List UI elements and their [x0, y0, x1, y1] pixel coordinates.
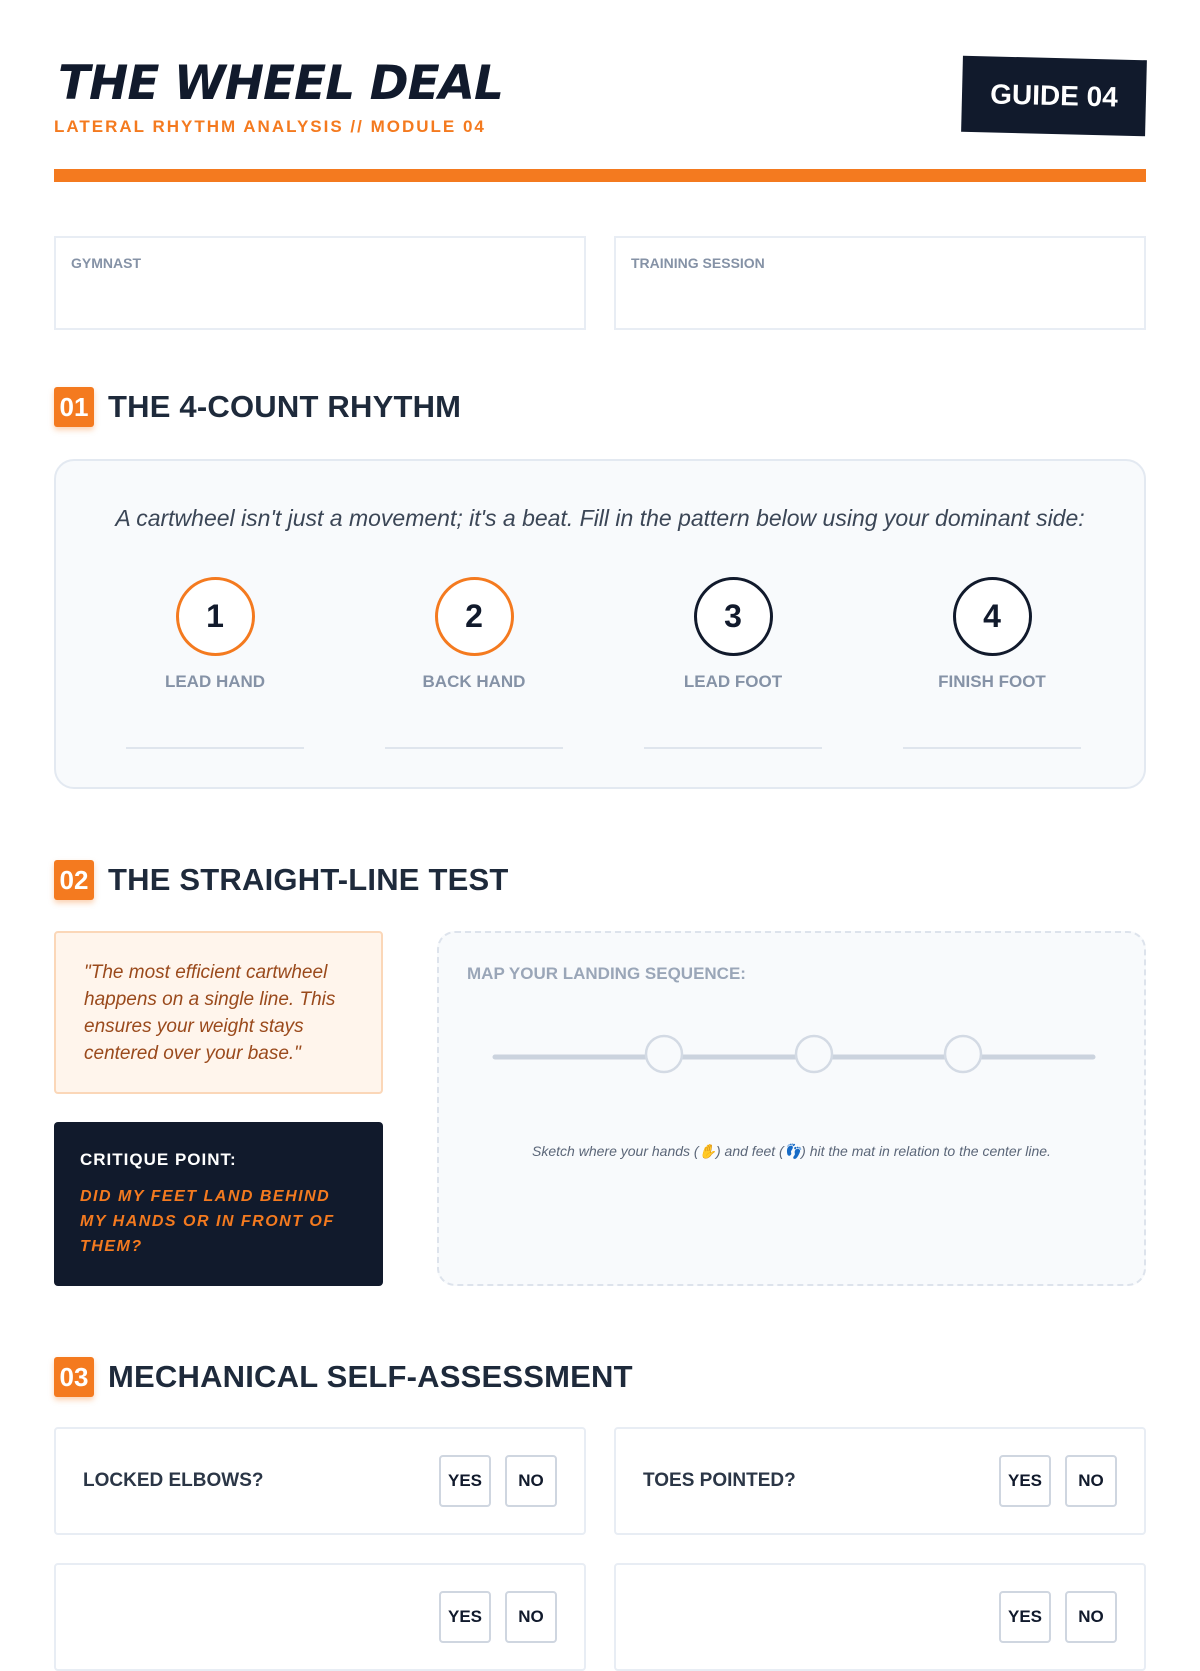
count-4-label: FINISH FOOT	[938, 672, 1046, 691]
count-1-circle: 1	[176, 577, 255, 656]
yes-option[interactable]: YES	[999, 1591, 1051, 1643]
yes-no-options	[439, 1591, 557, 1643]
training-session-field[interactable]	[614, 236, 1146, 330]
critique-box	[54, 1122, 383, 1286]
no-option[interactable]: NO	[505, 1455, 557, 1507]
training-session-label: TRAINING SESSION	[631, 255, 765, 271]
count-2	[384, 577, 564, 749]
count-3-label: LEAD FOOT	[683, 672, 783, 691]
critique-question: DID MY FEET LAND BEHIND MY HANDS OR IN FRONT OF THEM?	[80, 1188, 335, 1255]
count-4	[902, 577, 1082, 749]
page-title: THE WHEEL DEAL	[58, 56, 504, 111]
page-subtitle: LATERAL RHYTHM ANALYSIS // MODULE 04	[54, 117, 486, 136]
section-3-number: 03	[54, 1357, 94, 1397]
count-4-write-line[interactable]	[903, 747, 1081, 749]
landing-marker-2[interactable]	[796, 1036, 832, 1072]
section-2-number: 02	[54, 860, 94, 900]
info-row	[54, 236, 1146, 330]
assessment-card-4	[614, 1563, 1146, 1671]
assessment-question: TOES POINTED?	[643, 1470, 796, 1491]
count-2-circle: 2	[435, 577, 514, 656]
header-divider	[54, 169, 1146, 182]
count-2-label: BACK HAND	[422, 672, 526, 691]
assessment-card-toes-pointed	[614, 1427, 1146, 1535]
assessment-card-3	[54, 1563, 586, 1671]
section-1-header	[54, 387, 461, 427]
assessment-question: LOCKED ELBOWS?	[83, 1470, 264, 1491]
critique-label: CRITIQUE POINT:	[80, 1150, 237, 1169]
no-option[interactable]: NO	[1065, 1455, 1117, 1507]
gymnast-label: GYMNAST	[71, 255, 141, 271]
yes-no-options	[439, 1455, 557, 1507]
count-4-circle: 4	[953, 577, 1032, 656]
landing-map-instructions: Sketch where your hands (✋) and feet (👣) hit the mat in relation to the center line.	[532, 1143, 1051, 1159]
rhythm-intro: A cartwheel isn't just a movement; it's a beat. Fill in the pattern below using your dominant side:	[115, 505, 1085, 531]
yes-option[interactable]: YES	[999, 1455, 1051, 1507]
count-1	[125, 577, 305, 749]
landing-map-area[interactable]	[437, 931, 1146, 1286]
landing-map-label: MAP YOUR LANDING SEQUENCE:	[467, 964, 746, 983]
yes-no-options	[999, 1591, 1117, 1643]
count-1-label: LEAD HAND	[164, 672, 266, 691]
assessment-card-locked-elbows	[54, 1427, 586, 1535]
section-2-title: THE STRAIGHT-LINE TEST	[108, 862, 509, 897]
count-1-write-line[interactable]	[126, 747, 304, 749]
section-1-number: 01	[54, 387, 94, 427]
section-3-title: MECHANICAL SELF-ASSESSMENT	[108, 1359, 633, 1394]
section-3-header	[54, 1357, 633, 1397]
count-3-circle: 3	[694, 577, 773, 656]
assessment-grid	[54, 1427, 1146, 1671]
count-3	[643, 577, 823, 749]
center-line-diagram	[439, 933, 1148, 1288]
no-option[interactable]: NO	[505, 1591, 557, 1643]
section-1-title: THE 4-COUNT RHYTHM	[108, 389, 462, 424]
yes-option[interactable]: YES	[439, 1591, 491, 1643]
quote-box: "The most efficient cartwheel happens on a single line. This ensures your weight stays centered over your base."	[54, 931, 383, 1094]
section-2-header	[54, 860, 509, 900]
gymnast-field[interactable]	[54, 236, 586, 330]
yes-no-options	[999, 1455, 1117, 1507]
yes-option[interactable]: YES	[439, 1455, 491, 1507]
landing-marker-3[interactable]	[945, 1036, 981, 1072]
header	[54, 0, 1146, 182]
count-2-write-line[interactable]	[385, 747, 563, 749]
guide-badge: GUIDE 04	[961, 56, 1147, 136]
no-option[interactable]: NO	[1065, 1591, 1117, 1643]
rhythm-panel	[54, 459, 1146, 789]
count-3-write-line[interactable]	[644, 747, 822, 749]
landing-marker-1[interactable]	[646, 1036, 682, 1072]
